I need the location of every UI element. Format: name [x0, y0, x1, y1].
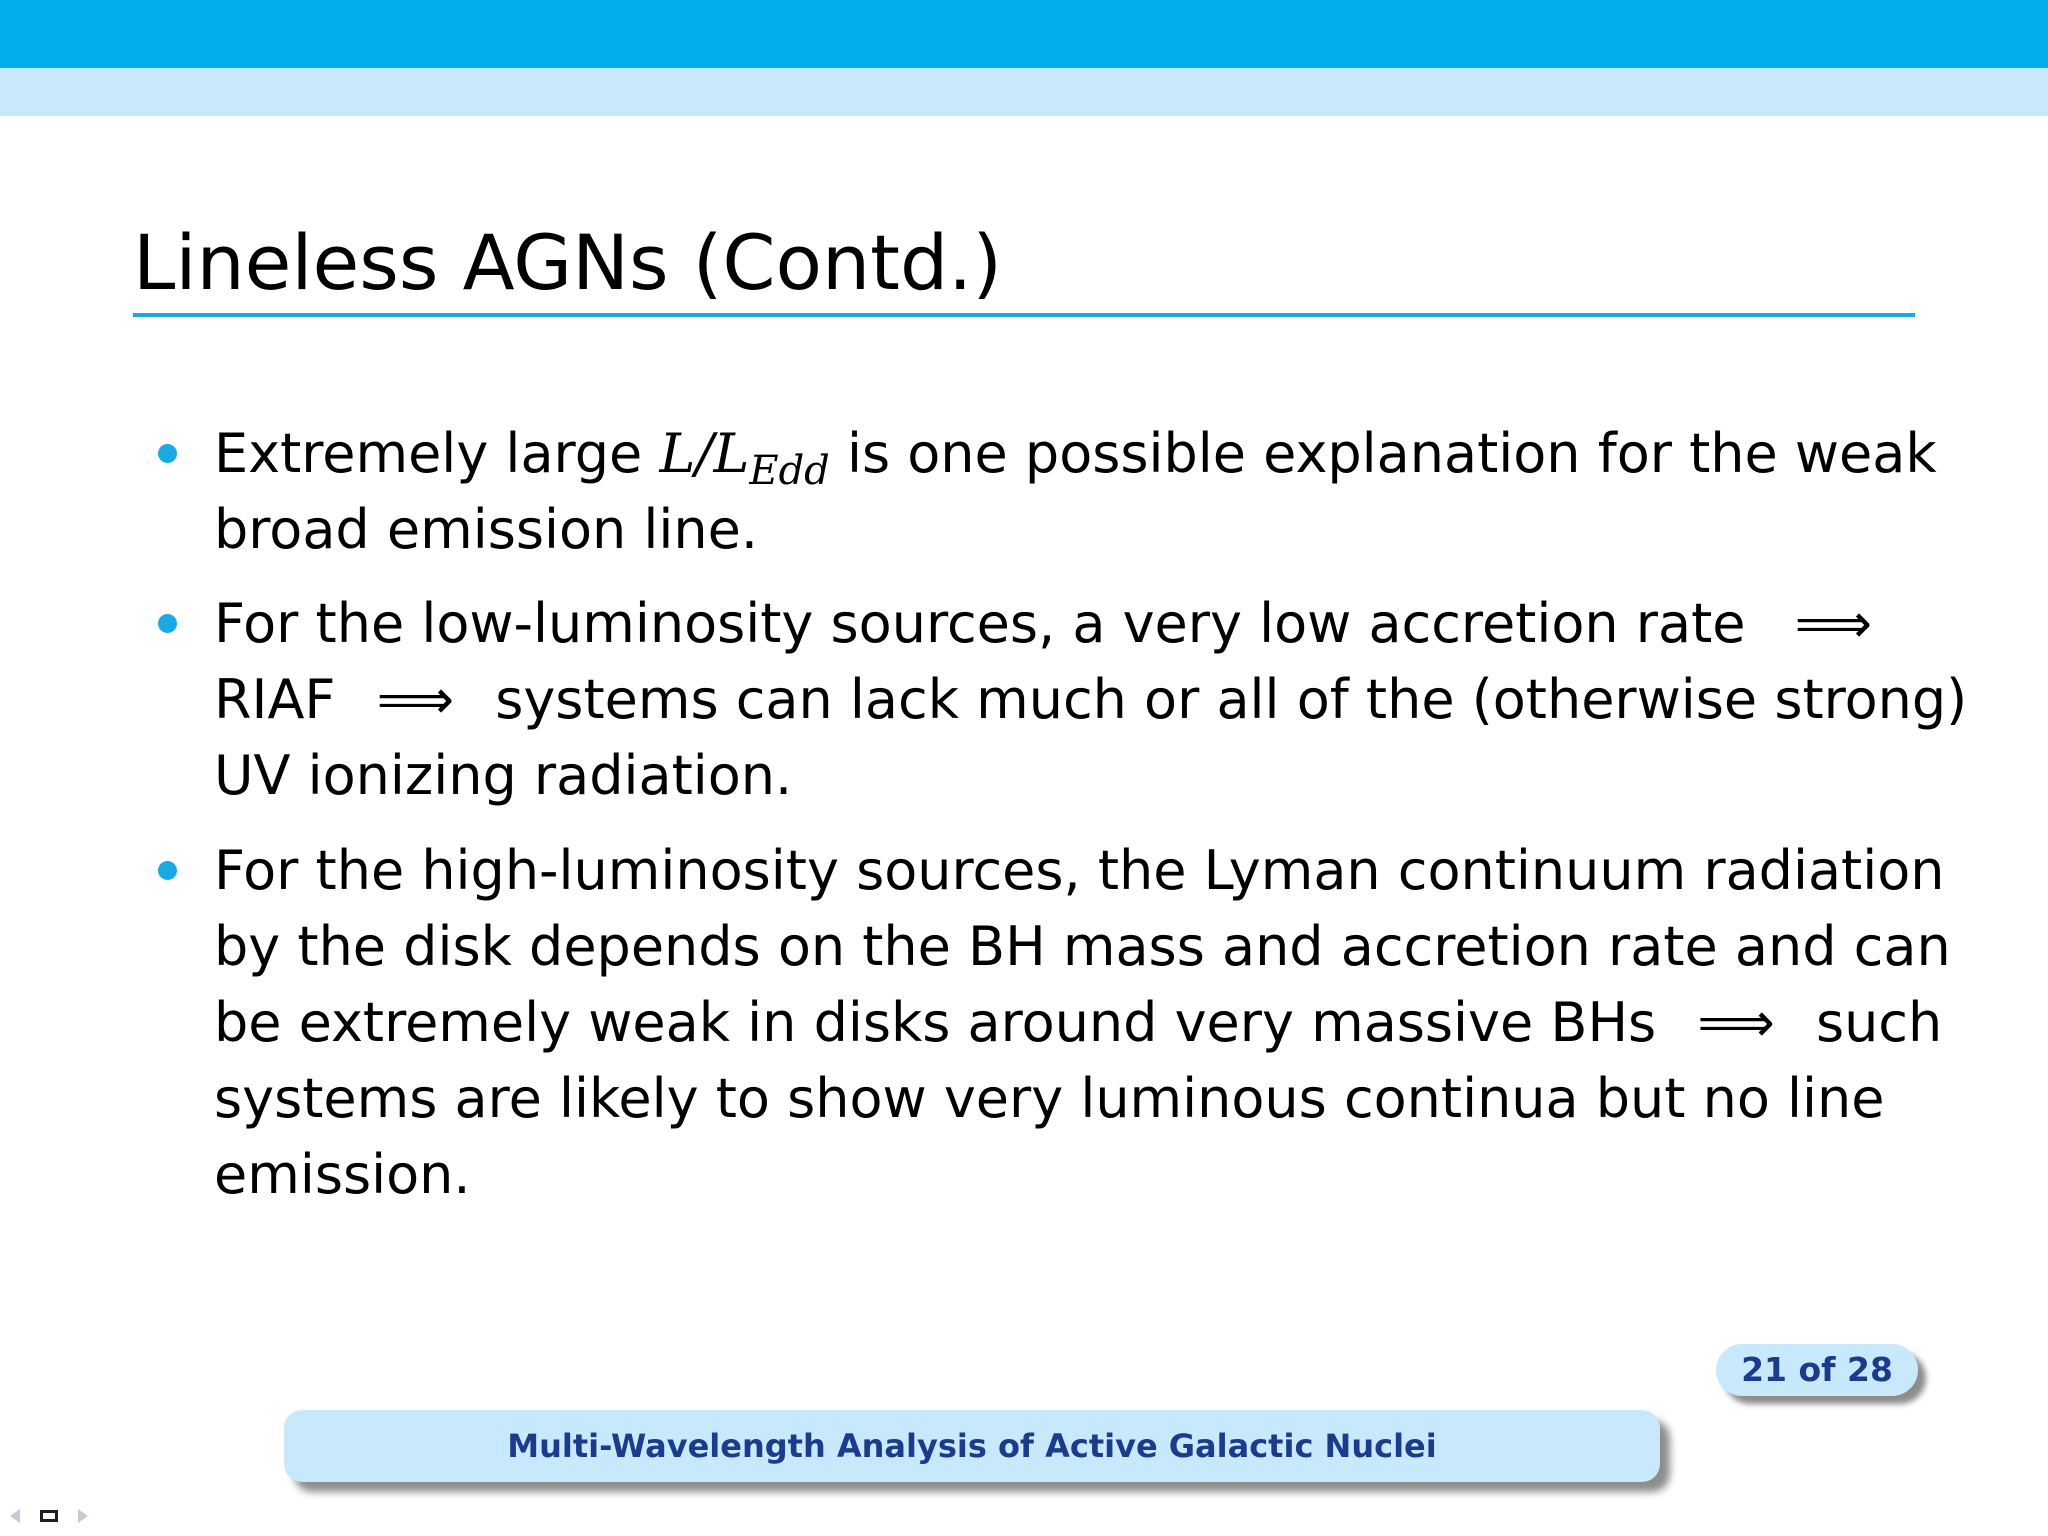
footer-presentation-title: Multi-Wavelength Analysis of Active Galactic Nuclei	[284, 1410, 1660, 1482]
bullet-3-line-3-rest: such	[1815, 991, 1943, 1054]
bullet-marker	[158, 444, 177, 463]
page-indicator: 21 of 28	[1716, 1344, 1918, 1396]
bullet-1-line-1	[214, 416, 1937, 492]
bullet-3-line-2: by the disk depends on the BH mass and accretion rate and can	[214, 915, 1951, 978]
bullet-marker	[158, 861, 177, 880]
bullet-marker	[158, 614, 177, 633]
triangle-right-icon[interactable]	[78, 1509, 88, 1523]
math-subscript: Edd	[749, 448, 830, 494]
bullet-2-line-2-rest: systems can lack much or all of the (otherwise strong)	[495, 668, 1968, 731]
bullet-3-line-3	[214, 985, 1942, 1061]
frame-square-icon[interactable]	[40, 1510, 58, 1522]
luminosity-ratio-math	[659, 422, 830, 494]
bullet-2-line-2-lead: RIAF	[214, 668, 336, 731]
header-bar	[0, 0, 2048, 68]
math-main: L/L	[659, 422, 750, 485]
bullet-1-text-after: is one possible explanation for the weak	[829, 422, 1937, 485]
implies-arrow: ⟹	[376, 668, 455, 731]
bullet-2-line-1	[214, 586, 1872, 662]
title-underline	[133, 313, 1915, 317]
implies-arrow: ⟹	[1697, 991, 1775, 1054]
bullet-2-line-3: UV ionizing radiation.	[214, 744, 793, 807]
bullet-2-line-1-text: For the low-luminosity sources, a very low accretion rate	[214, 592, 1746, 655]
bullet-3-line-5: emission.	[214, 1143, 471, 1206]
bullet-3-line-3-lead: be extremely weak in disks around very massive BHs	[214, 991, 1657, 1054]
implies-arrow: ⟹	[1794, 592, 1873, 655]
bullet-3-line-1: For the high-luminosity sources, the Lyman continuum radiation	[214, 839, 1945, 902]
beamer-navigation	[10, 1504, 88, 1528]
bullet-3-line-4: systems are likely to show very luminous continua but no line	[214, 1067, 1885, 1130]
slide-title: Lineless AGNs (Contd.)	[133, 218, 1002, 307]
bullet-1-text-before: Extremely large	[214, 422, 660, 485]
bullet-2-line-2	[214, 662, 1967, 738]
bullet-1-line-2: broad emission line.	[214, 498, 759, 561]
header-subbar	[0, 68, 2048, 116]
triangle-left-icon[interactable]	[10, 1509, 20, 1523]
